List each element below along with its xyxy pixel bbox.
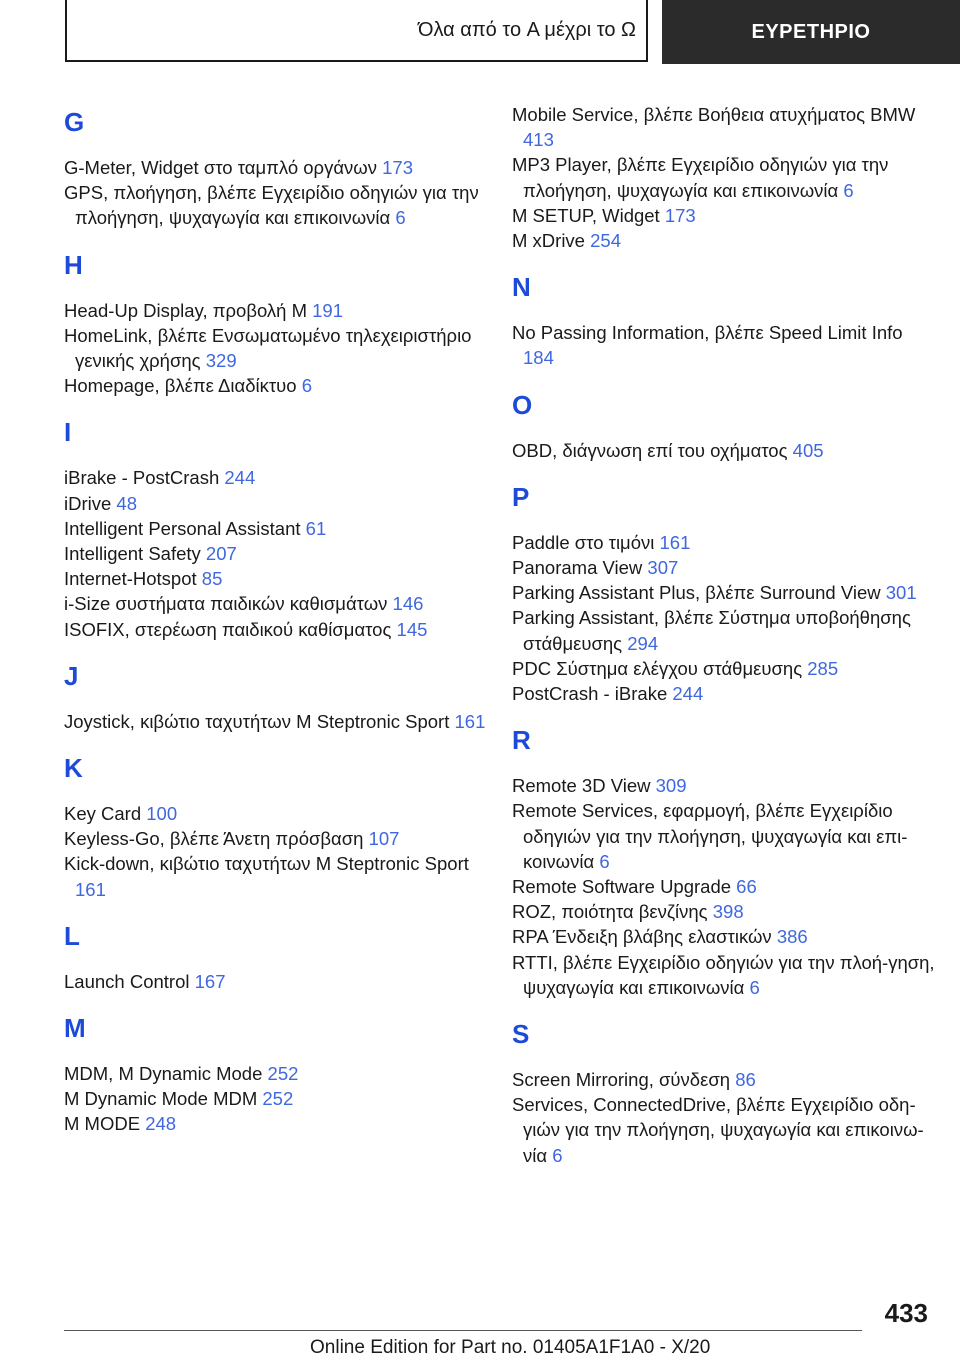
index-entry	[64, 826, 489, 851]
index-section	[64, 902, 489, 994]
page-link[interactable]: 146	[392, 593, 424, 615]
index-entry	[512, 152, 937, 202]
page-link[interactable]: 405	[792, 439, 824, 461]
entry-text: Parking Assistant Plus, βλέπε Surround View	[512, 582, 881, 604]
index-column-left	[64, 102, 489, 1137]
index-entry	[512, 555, 937, 580]
entry-text: ISOFIX, στερέωση παιδικού καθίσματος	[64, 618, 392, 640]
entry-text: M MODE	[64, 1113, 141, 1135]
entry-text: RPA Ένδειξη βλάβης ελαστικών	[512, 926, 772, 948]
page-link[interactable]: 66	[736, 876, 757, 898]
entry-text: Intelligent Safety	[64, 543, 201, 565]
page-link[interactable]: 248	[145, 1113, 177, 1135]
entry-text: Keyless-Go, βλέπε Άνετη πρόσβαση	[64, 828, 364, 850]
tab-index[interactable]	[662, 0, 960, 64]
page-link[interactable]: 167	[194, 970, 226, 992]
index-entry	[64, 298, 489, 323]
index-section	[64, 398, 489, 641]
section-letter: J	[64, 660, 79, 691]
entry-text: Services, ConnectedDrive, βλέπε Εγχειρίδιο οδη‐γιών για την πλοήγηση, ψυχαγωγία και επικοινω‐νία	[512, 1094, 924, 1166]
footer-edition-text: Online Edition for Part no. 01405A1F1A0 - X/20	[310, 1337, 711, 1358]
index-entry	[64, 373, 489, 398]
page-link[interactable]: 173	[664, 204, 696, 226]
index-entry	[512, 950, 937, 1000]
entry-text: M xDrive	[512, 230, 585, 252]
index-section	[512, 371, 937, 463]
entry-text: ROZ, ποιότητα βενζίνης	[512, 901, 708, 923]
section-gap	[512, 463, 937, 477]
entry-text: iDrive	[64, 492, 112, 514]
page-link[interactable]: 252	[267, 1063, 299, 1085]
page-link[interactable]: 191	[312, 299, 343, 321]
index-entry	[64, 516, 489, 541]
page-link[interactable]: 145	[396, 618, 428, 640]
entry-text: HomeLink, βλέπε Ενσωματωμένο τηλεχειριστήριο γενικής χρήσης	[64, 324, 472, 372]
entry-text: Parking Assistant, βλέπε Σύστημα υποβοήθησης στάθμευσης	[512, 607, 911, 654]
page-link[interactable]: 173	[382, 157, 413, 178]
index-entry	[64, 541, 489, 566]
page-link[interactable]: 6	[599, 850, 610, 872]
section-gap	[512, 253, 937, 267]
index-entry	[512, 1067, 937, 1092]
index-section	[64, 231, 489, 399]
index-entry	[64, 851, 489, 901]
page-header	[65, 0, 960, 64]
entry-text: i-Size συστήματα παιδικών καθισμάτων	[64, 593, 388, 615]
section-gap	[64, 231, 489, 245]
index-entry	[512, 874, 937, 899]
page-link[interactable]: 301	[885, 582, 917, 604]
page-link[interactable]: 307	[647, 557, 679, 579]
tab-a-to-z[interactable]	[65, 0, 648, 62]
page-link[interactable]: 294	[627, 632, 659, 654]
page-link[interactable]: 329	[205, 350, 237, 372]
entry-text: Key Card	[64, 803, 142, 825]
index-entry	[64, 491, 489, 516]
index-entry	[512, 798, 937, 874]
index-entry	[512, 580, 937, 605]
section-letter: S	[512, 1019, 530, 1050]
entry-text: G-Meter, Widget στο ταμπλό οργάνων	[64, 157, 377, 178]
index-section	[512, 102, 937, 253]
page-link[interactable]: 254	[590, 230, 621, 252]
index-entry	[64, 801, 489, 826]
section-letter: L	[64, 920, 80, 951]
index-entry	[64, 1111, 489, 1136]
entry-text: Kick-down, κιβώτιο ταχυτήτων M Steptronic Sport	[64, 853, 469, 875]
entry-text: Remote Services, εφαρμογή, βλέπε Εγχειρίδιο οδηγιών για την πλοήγηση, ψυχαγωγία και επι‐κοινωνία	[512, 800, 908, 872]
page-link[interactable]: 309	[655, 775, 687, 797]
entry-text: Mobile Service, βλέπε Βοήθεια ατυχήματος BMW	[512, 104, 916, 125]
entry-text: Internet-Hotspot	[64, 568, 197, 590]
index-section	[64, 104, 489, 231]
entry-text: M Dynamic Mode MDM	[64, 1088, 258, 1110]
page-link[interactable]: 6	[843, 179, 854, 201]
index-entry	[512, 605, 937, 655]
entry-text: Intelligent Personal Assistant	[64, 517, 301, 539]
section-letter: O	[512, 389, 533, 420]
entry-text: Launch Control	[64, 970, 190, 992]
index-entry	[512, 320, 937, 370]
page-link[interactable]: 107	[368, 828, 400, 850]
index-section	[64, 734, 489, 902]
section-letter: M	[64, 1013, 86, 1044]
section-letter: I	[64, 417, 72, 448]
page-link[interactable]: 161	[454, 710, 486, 732]
section-gap	[64, 994, 489, 1008]
entry-text: MP3 Player, βλέπε Εγχειρίδιο οδηγιών για την πλοήγηση, ψυχαγωγία και επικοινωνία	[512, 154, 889, 201]
index-entry	[512, 102, 937, 152]
section-letter: H	[64, 249, 83, 280]
entry-text: RTTI, βλέπε Εγχειρίδιο οδηγιών για την πλοή‐γηση, ψυχαγωγία και επικοινωνία	[512, 951, 935, 998]
section-gap	[512, 371, 937, 385]
index-section	[64, 994, 489, 1137]
index-entry	[64, 969, 489, 994]
page-link[interactable]: 413	[523, 129, 554, 151]
section-letter: G	[64, 107, 85, 137]
index-entry	[64, 566, 489, 591]
index-section	[512, 253, 937, 370]
tab-index-label: ΕΥΡΕΤΗΡΙΟ	[751, 20, 871, 43]
index-entry	[512, 203, 937, 228]
page-link[interactable]: 61	[305, 517, 327, 539]
index-entry	[512, 899, 937, 924]
index-entry	[512, 773, 937, 798]
page-link[interactable]: 6	[552, 1144, 563, 1166]
index-entry	[64, 1061, 489, 1086]
section-gap	[64, 902, 489, 916]
index-entry	[64, 323, 489, 373]
page-link[interactable]: 161	[75, 878, 106, 900]
tab-a-to-z-label: Όλα από το A μέχρι το Ω	[418, 18, 636, 41]
section-gap	[64, 734, 489, 748]
index-entry	[512, 530, 937, 555]
index-section	[512, 463, 937, 706]
entry-text: Homepage, βλέπε Διαδίκτυο	[64, 375, 297, 397]
page-link[interactable]: 100	[146, 803, 178, 825]
page-link[interactable]: 244	[224, 467, 256, 489]
index-entry	[512, 438, 937, 463]
page-link[interactable]: 85	[201, 568, 223, 590]
index-entry	[512, 656, 937, 681]
section-gap	[512, 1000, 937, 1014]
index-entry	[64, 155, 489, 180]
entry-text: PDC Σύστημα ελέγχου στάθμευσης	[512, 657, 803, 679]
section-letter: R	[512, 725, 531, 756]
section-letter: K	[64, 753, 83, 784]
entry-text: Paddle στο τιμόνι	[512, 531, 655, 553]
index-entry	[512, 681, 937, 706]
entry-text: Remote 3D View	[512, 775, 651, 797]
page-link[interactable]: 398	[712, 901, 744, 923]
entry-text: GPS, πλοήγηση, βλέπε Εγχειρίδιο οδηγιών για την πλοήγηση, ψυχαγωγία και επικοινωνία	[64, 182, 479, 229]
index-entry	[512, 924, 937, 949]
page-number: 433	[884, 1298, 928, 1328]
footer-divider	[64, 1330, 862, 1331]
section-letter: N	[512, 272, 531, 303]
entry-text: OBD, διάγνωση επί του οχήματος	[512, 439, 788, 461]
page-link[interactable]: 252	[262, 1088, 294, 1110]
section-gap	[64, 642, 489, 656]
index-entry	[64, 591, 489, 616]
index-section	[512, 1000, 937, 1168]
page-link[interactable]: 6	[301, 375, 313, 397]
page-link[interactable]: 285	[807, 657, 839, 679]
page-link[interactable]: 86	[735, 1069, 756, 1091]
index-section	[512, 706, 937, 1000]
page-link[interactable]: 6	[395, 207, 406, 229]
entry-text: No Passing Information, βλέπε Speed Limit Info	[512, 322, 903, 344]
section-letter: P	[512, 481, 530, 512]
index-entry	[512, 228, 937, 253]
entry-text: Joystick, κιβώτιο ταχυτήτων M Steptronic Sport	[64, 710, 450, 732]
page-link[interactable]: 386	[776, 926, 808, 948]
index-entry	[64, 709, 489, 734]
entry-text: Head-Up Display, προβολή M	[64, 299, 307, 321]
entry-text: Screen Mirroring, σύνδεση	[512, 1069, 731, 1091]
entry-text: MDM, M Dynamic Mode	[64, 1063, 263, 1085]
entry-text: M SETUP, Widget	[512, 204, 660, 226]
index-section	[64, 642, 489, 734]
page-link[interactable]: 184	[523, 347, 554, 369]
index-entry	[64, 180, 489, 230]
entry-text: Remote Software Upgrade	[512, 876, 732, 898]
page-link[interactable]: 6	[749, 976, 760, 998]
page-link[interactable]: 244	[672, 683, 704, 705]
entry-text: Panorama View	[512, 557, 643, 579]
entry-text: PostCrash - iBrake	[512, 683, 668, 705]
page-link[interactable]: 48	[116, 492, 137, 514]
index-column-right	[512, 102, 937, 1168]
index-entry	[64, 1086, 489, 1111]
section-gap	[512, 706, 937, 720]
section-gap	[64, 398, 489, 412]
page-link[interactable]: 207	[205, 543, 237, 565]
index-entry	[64, 465, 489, 490]
index-entry	[64, 617, 489, 642]
index-entry	[512, 1092, 937, 1168]
page-link[interactable]: 161	[659, 531, 691, 553]
entry-text: iBrake - PostCrash	[64, 467, 220, 489]
